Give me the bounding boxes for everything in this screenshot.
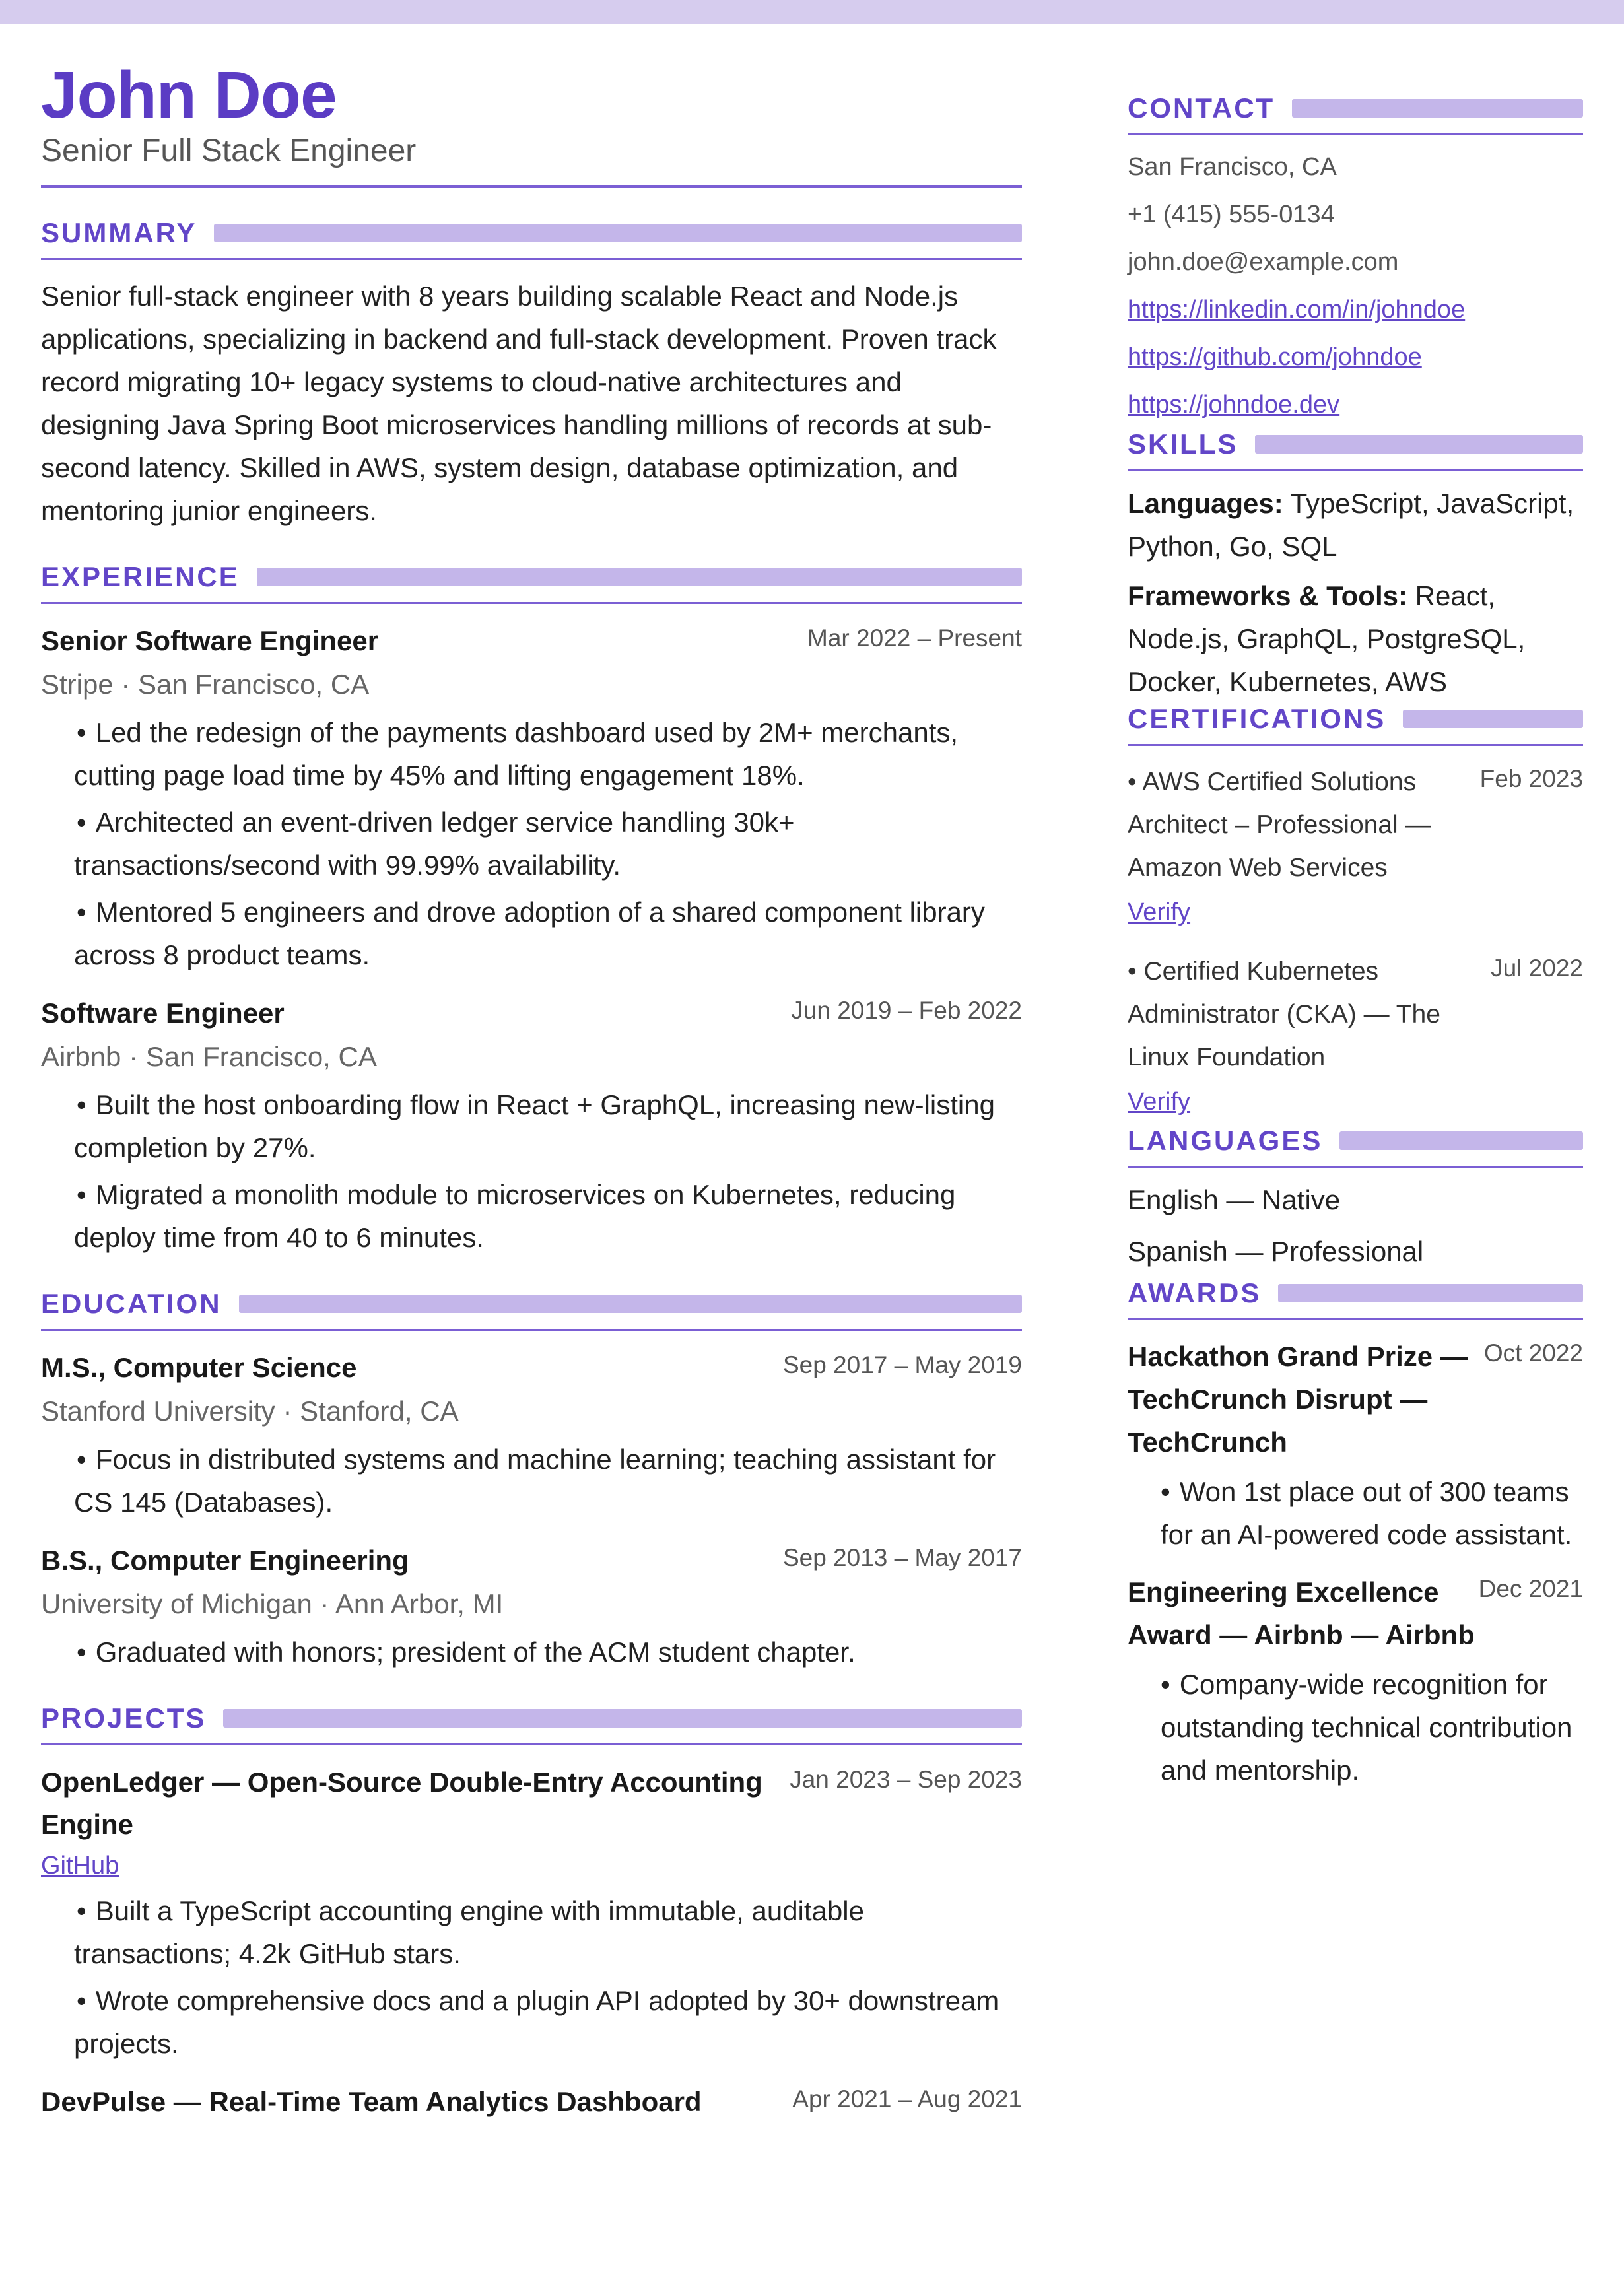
section-header — [1128, 428, 1583, 460]
section-header — [1128, 1125, 1583, 1157]
section-divider — [41, 1743, 1022, 1745]
contact-phone: +1 (415) 555-0134 — [1128, 201, 1335, 228]
header-divider — [41, 185, 1022, 188]
section-title: LANGUAGES — [1128, 1125, 1323, 1156]
list-item: • Graduated with honors; president of the ACM student chapter. — [77, 1637, 856, 1668]
project-entry — [41, 1761, 1022, 2065]
list-item: • Built a TypeScript accounting engine with immutable, auditable transactions; 4.2k GitHub stars. — [74, 1895, 864, 1969]
job-title: Software Engineer — [41, 997, 285, 1029]
project-github-link[interactable]: GitHub — [41, 1852, 119, 1879]
award-title: Hackathon Grand Prize — TechCrunch Disrupt — TechCrunch — [1128, 1341, 1468, 1458]
section-accent-bar — [239, 1295, 1022, 1313]
award-date: Oct 2022 — [1483, 1339, 1583, 1367]
degree-title: B.S., Computer Engineering — [41, 1545, 409, 1576]
section-title: CONTACT — [1128, 92, 1275, 123]
list-item: • Wrote comprehensive docs and a plugin API adopted by 30+ downstream projects. — [74, 1985, 999, 2059]
education-entry — [41, 1347, 1022, 1524]
experience-section — [41, 561, 1022, 1259]
section-header — [1128, 703, 1583, 735]
project-dates: Apr 2021 – Aug 2021 — [792, 2085, 1022, 2112]
award-entry — [1128, 1335, 1583, 1556]
list-item: • Won 1st place out of 300 teams for an AI-powered code assistant. — [1161, 1476, 1573, 1550]
website-link[interactable]: https://johndoe.dev — [1128, 391, 1340, 419]
awards-section — [1128, 1277, 1583, 1792]
summary-section — [41, 217, 1022, 532]
section-accent-bar — [223, 1709, 1022, 1728]
school-name: University of Michigan · Ann Arbor, MI — [41, 1588, 504, 1619]
degree-dates: Sep 2017 – May 2019 — [782, 1351, 1022, 1378]
section-divider — [41, 1329, 1022, 1331]
project-dates: Jan 2023 – Sep 2023 — [790, 1766, 1022, 1793]
summary-text: Senior full-stack engineer with 8 years building scalable React and Node.js applications, specializing in backend and full-stack development. Proven track record migrating 10+ legacy systems to cloud-native architectures and designing Java Spring Boot microservices handling millions of records at sub-second latency. Skilled in AWS, system design, database optimization, and mentoring junior engineers. — [41, 281, 997, 526]
section-accent-bar — [1292, 99, 1583, 118]
skills-frameworks: Frameworks & Tools: React, Node.js, GraphQL, PostgreSQL, Docker, Kubernetes, AWS — [1128, 580, 1526, 697]
section-divider — [1128, 1166, 1583, 1168]
section-title: EXPERIENCE — [41, 561, 240, 592]
job-title: Senior Software Engineer — [41, 625, 379, 656]
certification-text: • Certified Kubernetes Administrator (CKA) — The Linux Foundation — [1128, 957, 1440, 1071]
list-item: • Focus in distributed systems and machine learning; teaching assistant for CS 145 (Databases). — [74, 1444, 996, 1518]
section-accent-bar — [1255, 435, 1583, 454]
skills-languages: Languages: TypeScript, JavaScript, Python, Go, SQL — [1128, 488, 1574, 562]
list-item: • Architected an event-driven ledger service handling 30k+ transactions/second with 99.99% availability. — [74, 807, 795, 881]
section-title: AWARDS — [1128, 1277, 1262, 1308]
education-entry — [41, 1539, 1022, 1673]
education-section — [41, 1288, 1022, 1673]
contact-email: john.doe@example.com — [1128, 248, 1399, 276]
section-title: PROJECTS — [41, 1703, 207, 1734]
section-divider — [1128, 469, 1583, 471]
section-header — [41, 561, 1022, 593]
section-header — [1128, 92, 1583, 124]
job-dates: Mar 2022 – Present — [807, 625, 1022, 652]
verify-link[interactable]: Verify — [1128, 898, 1191, 926]
project-entry — [41, 2081, 1022, 2123]
top-accent-bar — [0, 0, 1624, 24]
sidebar-column — [1128, 92, 1583, 1792]
section-divider — [41, 258, 1022, 260]
section-title: SUMMARY — [41, 217, 197, 248]
candidate-headline: Senior Full Stack Engineer — [41, 133, 417, 168]
school-name: Stanford University · Stanford, CA — [41, 1396, 459, 1427]
job-company: Stripe · San Francisco, CA — [41, 669, 370, 700]
candidate-name: John Doe — [41, 58, 337, 132]
degree-title: M.S., Computer Science — [41, 1352, 357, 1383]
project-title: DevPulse — Real-Time Team Analytics Dashboard — [41, 2086, 702, 2117]
section-divider — [41, 602, 1022, 604]
languages-section — [1128, 1125, 1583, 1277]
section-divider — [1128, 133, 1583, 135]
skills-section — [1128, 428, 1583, 703]
section-header — [41, 1288, 1022, 1320]
certification-entry — [1128, 950, 1583, 1125]
section-header — [41, 217, 1022, 249]
contact-section — [1128, 92, 1583, 428]
certifications-section — [1128, 703, 1583, 1125]
section-title: CERTIFICATIONS — [1128, 703, 1386, 734]
section-header — [1128, 1277, 1583, 1309]
certification-date: Feb 2023 — [1479, 765, 1583, 792]
job-dates: Jun 2019 – Feb 2022 — [791, 997, 1022, 1024]
experience-entry — [41, 620, 1022, 976]
section-header — [41, 1703, 1022, 1734]
award-title: Engineering Excellence Award — Airbnb — Airbnb — [1128, 1576, 1475, 1650]
list-item: • Built the host onboarding flow in React + GraphQL, increasing new-listing completion by 27%. — [74, 1089, 995, 1163]
certification-text: • AWS Certified Solutions Architect – Professional — Amazon Web Services — [1128, 768, 1431, 882]
projects-section — [41, 1703, 1022, 2123]
list-item: • Migrated a monolith module to microservices on Kubernetes, reducing deploy time from 40 to 6 minutes. — [74, 1179, 956, 1253]
experience-entry — [41, 992, 1022, 1259]
main-column — [41, 58, 1022, 2123]
section-accent-bar — [1339, 1131, 1583, 1150]
section-accent-bar — [1403, 710, 1583, 728]
degree-dates: Sep 2013 – May 2017 — [782, 1544, 1022, 1571]
section-accent-bar — [1278, 1284, 1583, 1302]
list-item: • Led the redesign of the payments dashboard used by 2M+ merchants, cutting page load time by 45% and lifting engagement 18%. — [74, 717, 959, 791]
section-divider — [1128, 744, 1583, 746]
project-title: OpenLedger — Open-Source Double-Entry Accounting Engine — [41, 1767, 762, 1840]
linkedin-link[interactable]: https://linkedin.com/in/johndoe — [1128, 296, 1466, 323]
list-item: • Company-wide recognition for outstanding technical contribution and mentorship. — [1161, 1669, 1573, 1786]
section-accent-bar — [257, 568, 1022, 586]
job-company: Airbnb · San Francisco, CA — [41, 1041, 377, 1072]
award-date: Dec 2021 — [1478, 1575, 1583, 1602]
language-item: Spanish — Professional — [1128, 1236, 1424, 1267]
language-item: English — Native — [1128, 1184, 1341, 1215]
section-title: SKILLS — [1128, 428, 1238, 459]
list-item: • Mentored 5 engineers and drove adoption of a shared component library across 8 product teams. — [74, 896, 985, 970]
section-title: EDUCATION — [41, 1288, 222, 1319]
contact-location: San Francisco, CA — [1128, 153, 1337, 181]
section-divider — [1128, 1318, 1583, 1320]
award-entry — [1128, 1570, 1583, 1792]
section-accent-bar — [214, 224, 1022, 242]
certification-entry — [1128, 760, 1583, 935]
github-link[interactable]: https://github.com/johndoe — [1128, 343, 1422, 371]
verify-link[interactable]: Verify — [1128, 1088, 1191, 1116]
certification-date: Jul 2022 — [1491, 955, 1583, 982]
